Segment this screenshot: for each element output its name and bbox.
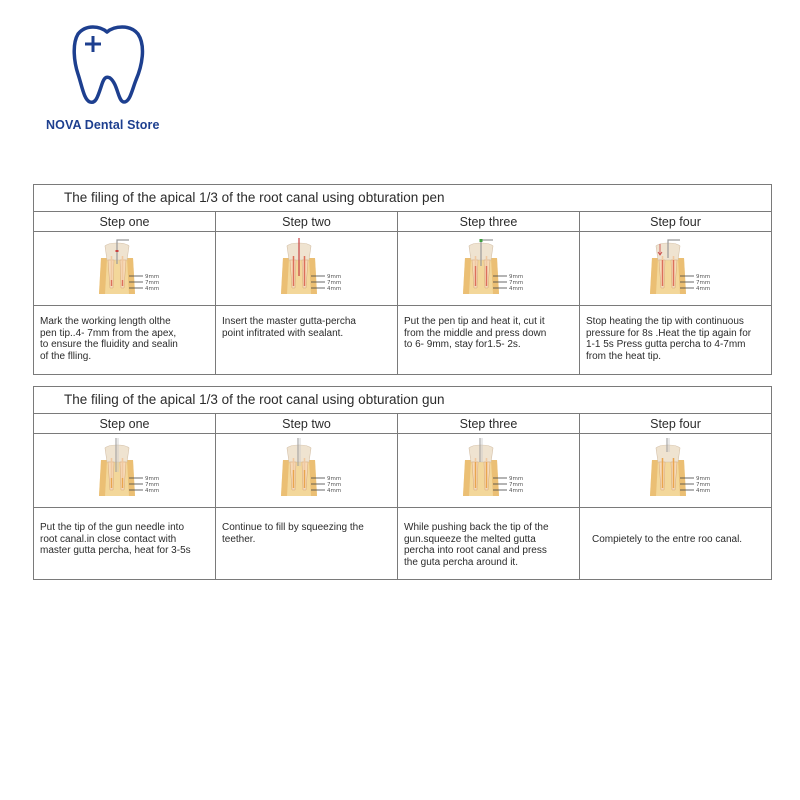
step-header: Step four xyxy=(580,414,771,434)
depth-label: 7mm xyxy=(508,280,523,286)
depth-label: 9mm xyxy=(695,274,710,280)
depth-label: 9mm xyxy=(326,476,341,482)
depth-label: 4mm xyxy=(508,488,523,494)
depth-label: 4mm xyxy=(326,286,341,292)
step-header: Step one xyxy=(34,212,216,232)
depth-label: 4mm xyxy=(144,488,159,494)
tooth-plus-icon xyxy=(64,22,150,108)
tooth-diagram xyxy=(265,236,349,300)
step-header: Step two xyxy=(216,414,398,434)
depth-label: 9mm xyxy=(508,476,523,482)
step-header: Step three xyxy=(398,414,580,434)
step-header: Step three xyxy=(398,212,580,232)
table-title: The filing of the apical 1/3 of the root canal using obturation gun xyxy=(34,387,771,414)
depth-label: 9mm xyxy=(508,274,523,280)
tooth-diagram xyxy=(265,438,349,502)
tooth-diagram xyxy=(447,438,531,502)
tooth-diagram xyxy=(634,438,718,502)
depth-label: 9mm xyxy=(326,274,341,280)
step-description: While pushing back the tip of the gun.squeeze the melted gutta percha into root canal and press the guta percha around it. xyxy=(398,508,580,579)
depth-label: 9mm xyxy=(144,476,159,482)
step-header: Step two xyxy=(216,212,398,232)
tooth-diagram xyxy=(83,236,167,300)
step-header: Step four xyxy=(580,212,771,232)
depth-label: 4mm xyxy=(144,286,159,292)
table-title: The filing of the apical 1/3 of the root canal using obturation pen xyxy=(34,185,771,212)
depth-label: 9mm xyxy=(695,476,710,482)
depth-label: 7mm xyxy=(695,482,710,488)
depth-label: 7mm xyxy=(326,482,341,488)
step-description: Stop heating the tip with continuous pressure for 8s .Heat the tip again for 1-1 5s Press gutta percha to 4-7mm from the heat tip. xyxy=(586,316,752,362)
pen-obturation-table xyxy=(33,184,772,375)
step-description: Put the tip of the gun needle into root canal.in close contact with master gutta percha, heat for 3-5s xyxy=(34,508,216,579)
depth-label: 4mm xyxy=(695,286,710,292)
depth-label: 4mm xyxy=(508,286,523,292)
tooth-diagram xyxy=(83,438,167,502)
depth-label: 4mm xyxy=(695,488,710,494)
tooth-diagram xyxy=(447,236,531,300)
brand-name: NOVA Dental Store xyxy=(46,118,160,132)
tooth-diagram xyxy=(634,236,718,300)
step-description: Continue to fill by squeezing the teether. xyxy=(216,508,398,579)
step-description: Insert the master gutta-percha point infitrated with sealant. xyxy=(216,306,398,374)
step-description: Mark the working length olthe pen tip..4- 7mm from the apex, to ensure the fluidity and sealin of the flling. xyxy=(34,306,216,374)
depth-label: 9mm xyxy=(144,274,159,280)
step-description: Put the pen tip and heat it, cut it from the middle and press down to 6- 9mm, stay for1.5- 2s. xyxy=(398,306,580,374)
depth-label: 4mm xyxy=(326,488,341,494)
gun-obturation-table xyxy=(33,386,772,580)
depth-label: 7mm xyxy=(508,482,523,488)
depth-label: 7mm xyxy=(326,280,341,286)
depth-label: 7mm xyxy=(695,280,710,286)
depth-label: 7mm xyxy=(144,482,159,488)
depth-label: 7mm xyxy=(144,280,159,286)
step-header: Step one xyxy=(34,414,216,434)
step-description: Compietely to the entre roo canal. xyxy=(592,534,743,545)
